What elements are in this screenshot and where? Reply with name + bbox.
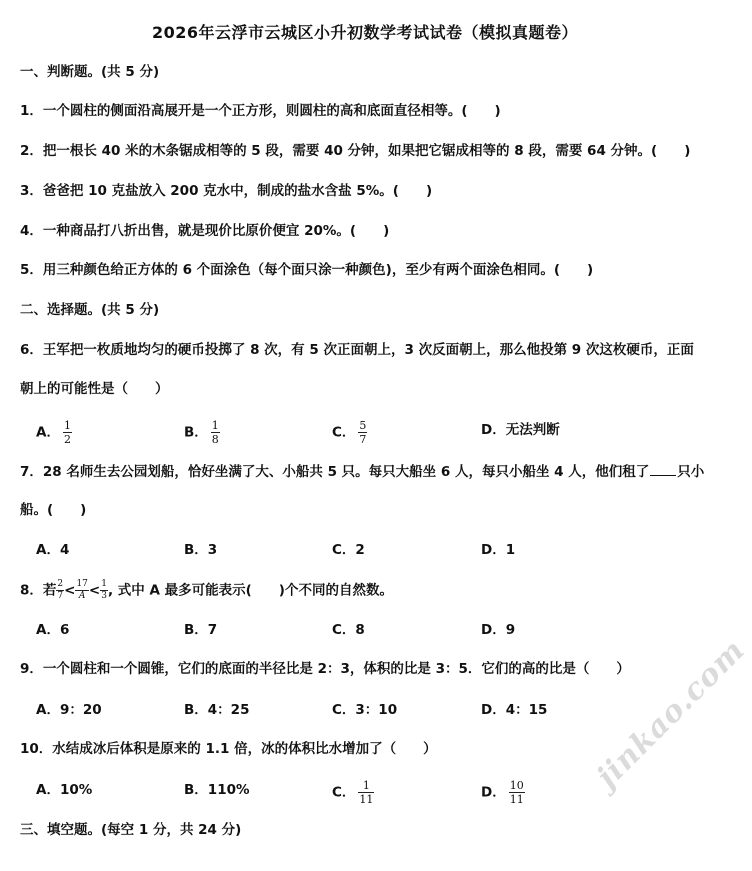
q10-option-a — [36, 780, 92, 800]
section-heading-judge: 一、判断题。(共 5 分) — [20, 64, 160, 80]
numerator: 10 — [509, 779, 524, 792]
q8-option-c: C．8 — [332, 622, 365, 638]
option-label: B． — [184, 424, 208, 441]
question-1: 1．一个圆柱的侧面沿高展开是一个正方形，则圆柱的高和底面直径相等。( ) — [20, 103, 501, 119]
question-7-text-end: 只小 — [677, 464, 705, 480]
fraction — [211, 420, 220, 445]
numerator: 1 — [101, 579, 107, 589]
option-label: C． — [332, 784, 356, 801]
denominator: 7 — [57, 591, 64, 601]
q9-option-d: D．4：15 — [481, 702, 548, 718]
option-label: C． — [332, 424, 356, 441]
q6-option-b — [184, 420, 220, 445]
question-7-line-2: 船。( ) — [20, 502, 87, 518]
question-8 — [20, 580, 393, 601]
q7-option-b: B．3 — [184, 542, 218, 558]
fraction-2-7 — [56, 580, 64, 601]
denominator: 11 — [509, 793, 524, 806]
fraction — [358, 780, 374, 805]
q9-option-a: A．9：20 — [36, 702, 102, 718]
q10-option-b — [184, 780, 250, 800]
less-than-1: < — [64, 582, 76, 599]
question-6-line-2: 朝上的可能性是（ ） — [20, 381, 169, 397]
question-9: 9．一个圆柱和一个圆锥，它们的底面的半径比是 2：3，体积的比是 3：5．它们的高的比是（ ） — [20, 661, 630, 677]
fraction — [358, 420, 367, 445]
denominator: 11 — [359, 793, 374, 806]
watermark: jinkao.com — [590, 632, 752, 795]
q7-option-c: C．2 — [332, 542, 365, 558]
option-label: A． — [36, 424, 60, 441]
fraction — [509, 780, 525, 805]
question-3: 3．爸爸把 10 克盐放入 200 克水中，制成的盐水含盐 5%。( ) — [20, 183, 433, 199]
question-2: 2．把一根长 40 米的木条锯成相等的 5 段，需要 40 分钟，如果把它锯成相等的 8 段，需要 64 分钟。( ) — [20, 143, 691, 159]
question-10: 10．水结成冰后体积是原来的 1.1 倍，冰的体积比水增加了（ ） — [20, 741, 437, 757]
question-6-line-1: 6．王军把一枚质地均匀的硬币投掷了 8 次，有 5 次正面朝上，3 次反面朝上，那么他投第 9 次这枚硬币，正面 — [20, 342, 694, 358]
section-heading-choice: 二、选择题。(共 5 分) — [20, 302, 160, 318]
section-heading-fill: 三、填空题。(每空 1 分，共 24 分) — [20, 822, 242, 838]
q7-option-d: D．1 — [481, 542, 516, 558]
less-than-2: < — [88, 582, 101, 599]
question-4: 4．一种商品打八折出售，就是现价比原价便宜 20%。( ) — [20, 223, 390, 239]
q8-option-d: D．9 — [481, 622, 516, 638]
q8-option-a: A．6 — [36, 622, 70, 638]
fraction — [63, 420, 72, 445]
numerator: 1 — [63, 419, 71, 432]
page-title: 2026年云浮市云城区小升初数学考试试卷（模拟真题卷） — [151, 23, 579, 42]
numerator: 1 — [362, 779, 370, 792]
option-text: 110% — [207, 782, 250, 798]
q10-option-c — [332, 780, 374, 805]
question-8-prefix: 8．若 — [20, 582, 57, 599]
answer-blank — [650, 461, 676, 476]
question-8-suffix: , 式中 A 最多可能表示( )个不同的自然数。 — [107, 582, 393, 599]
option-label: D． — [481, 784, 506, 801]
denominator: 3 — [101, 591, 107, 601]
fraction-17-a — [75, 580, 88, 601]
q6-option-c — [332, 420, 367, 445]
denominator: A — [78, 591, 86, 601]
q10-option-d — [481, 780, 525, 805]
denominator: 8 — [211, 433, 219, 446]
option-label: A． — [36, 782, 60, 798]
question-5: 5．用三种颜色给正方体的 6 个面涂色（每个面只涂一种颜色)，至少有两个面涂色相同。( ) — [20, 262, 594, 278]
q9-option-c: C．3：10 — [332, 702, 398, 718]
option-text: 10% — [59, 782, 93, 798]
option-label: D． — [481, 422, 506, 438]
q9-option-b: B．4：25 — [184, 702, 250, 718]
q7-option-a: A．4 — [36, 542, 70, 558]
q6-option-d — [481, 420, 560, 440]
fraction-1-3 — [100, 580, 108, 601]
numerator: 1 — [211, 419, 219, 432]
q8-option-b: B．7 — [184, 622, 218, 638]
denominator: 7 — [359, 433, 367, 446]
question-7-line-1 — [20, 461, 704, 482]
q6-option-a — [36, 420, 72, 445]
numerator: 2 — [57, 579, 64, 589]
denominator: 2 — [63, 433, 71, 446]
option-label: B． — [184, 782, 208, 798]
question-7-text: 7．28 名师生去公园划船，恰好坐满了大、小船共 5 只。每只大船坐 6 人，每只小船坐 4 人，他们租了 — [20, 464, 650, 480]
numerator: 5 — [359, 419, 367, 432]
option-text: 无法判断 — [505, 422, 560, 438]
numerator: 17 — [76, 579, 88, 589]
